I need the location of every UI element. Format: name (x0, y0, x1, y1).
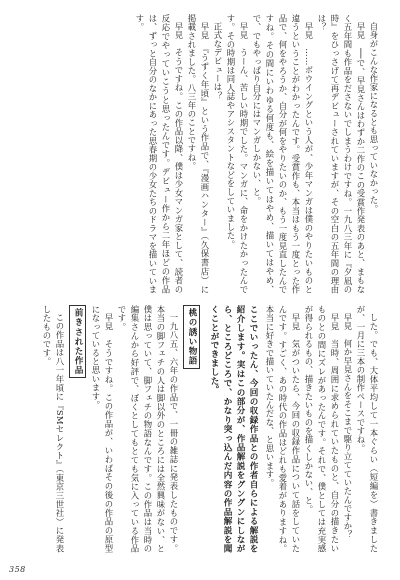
paragraph: 早見 そうですね。この作品が、いわばその後の作品の原型になっていると思います。 (91, 305, 114, 553)
paragraph: 早見 当時、周囲に求められていたものと、自分の描きたいものとの間にズレがあったんです。それで、僕としては充実感が得られるもの、描きたいものを描くしかない、と。 (304, 305, 340, 553)
paragraph: 一九八五、六年の作品で、一冊の雑誌に発表したものです。本当の脚フェチの人は脚以外のところには全然興味がない、と僕は思っていて、脚フェチの物語なんです。この作品は当時の編集さんから好評で、ぼくとしてもとても気に入っている作品です。 (117, 305, 179, 553)
paragraph: 早見 うーん、苦しい時期でした。マンガに、命をかけたかったんです。その時期は同人誌やアシスタントなどをしていました。 (226, 14, 249, 294)
paragraph: 早見 ──で、早見さんはわずか二作のこの受賞作発表のあと、まもなく五年間も作品をださないでしまうわけですね。一九八三年に『夕凪の時』をひっさげて再デビューされていますが、その空白の五年間の理由は？ (317, 14, 366, 294)
paragraph: 早見 そうですね。この作品以降、僕は少女マンガ家として、読者の反応でやっていこうと思ったんです。デビュー作から二年ほどの作品は、ずっと自分のなかにあった思春期の少女たちのドラマを描いています。 (135, 14, 184, 294)
paragraph: この作品は八一年頃に『SMセレクト』（東京三世社）に発表したものです。 (42, 305, 65, 553)
paragraph: 自身がこんな作家になるとも思っていなかった。 (369, 22, 379, 214)
paragraph: 正式なデビューは？ (213, 22, 223, 101)
paragraph: 早見 『うずく年頃』という作品で、『漫画ハンター』（久保書店）に掲載されました。八三年のことですね。 (187, 14, 210, 294)
page-number: 358 (9, 565, 26, 574)
paragraph: 早見 ……ボウイングという人が、少年マンガは僕のやりたいものと違うということがわかったんです。受賞作も、本当はもう一度とった作品で、何をやろうか、自分が何をやりたいのか、もう一度見直したんですね。その間にいわゆる何度も、絵を描いてはやめ、描いてはやめ、で、でもやっぱり自分にはマンガしかない、と。 (252, 14, 314, 294)
section-heading: 前きされた作品 (69, 305, 86, 378)
section-heading: 桃の誘い物語 (183, 305, 200, 369)
paragraph: 早見 気がついたら、今回の収録作品について話をしていたんです。すごく、あの時代の作品はどれも愛着がありますね。本当に好きで描いていたんだな、と思います。 (265, 305, 301, 553)
upper-text-band (22, 14, 380, 294)
lower-text-band (22, 305, 380, 553)
paragraph: 早見 何か早見さんをそこまで駆り立てていたんですか？ (343, 313, 353, 540)
editor-aside: ここでいったん、今回の収録作品との作者自らによる解説を紹介します。実はこの部分が、作品解説をグングンにしながら、ところどころで、かなり突っ込んだ内容の作品解説を聞くことができました。 (209, 305, 258, 553)
paragraph: した。でも、大体平均して一本ぐらい（短編を）書きましたが、一月に三本の制作ペースですね。 (356, 305, 379, 553)
